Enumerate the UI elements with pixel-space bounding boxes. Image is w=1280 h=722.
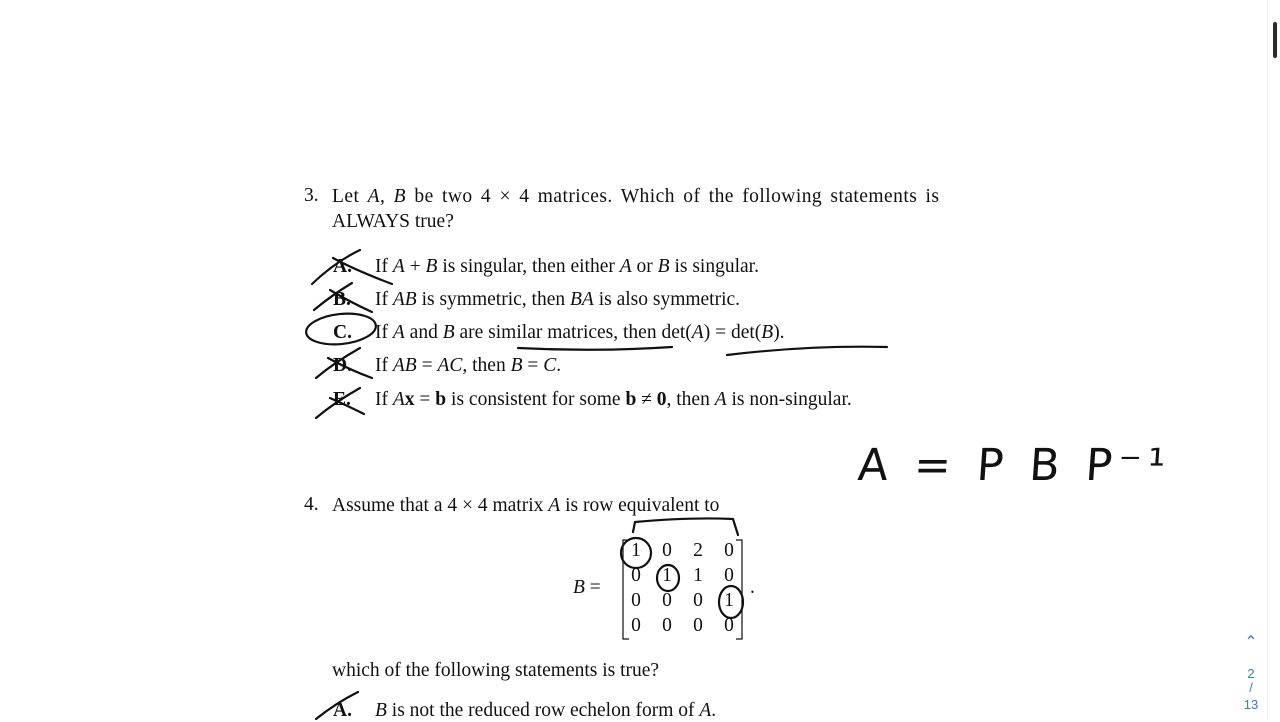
matrix-cell: 2 <box>693 540 703 561</box>
q3-text-line2: ALWAYS true? <box>332 211 454 232</box>
q3-text-line1: Let A, B be two 4 × 4 matrices. Which of the following statements is <box>332 186 940 207</box>
q3-option-d-label: D. <box>333 355 352 376</box>
matrix-b <box>620 538 745 642</box>
q4-followup-text: which of the following statements is true? <box>332 660 660 681</box>
matrix-cell: 1 <box>631 540 641 561</box>
matrix-cell: 0 <box>693 615 703 636</box>
q3-option-e-text: If Ax = b is consistent for some b ≠ 0, then A is non-singular. <box>375 389 852 410</box>
matrix-cell: 0 <box>662 540 672 561</box>
matrix-cell: 0 <box>631 565 641 586</box>
q3-option-e-label: E. <box>333 389 351 410</box>
q3-option-d-text: If AB = AC, then B = C. <box>375 355 562 376</box>
matrix-cell: 0 <box>662 615 672 636</box>
matrix-cell: 0 <box>724 540 734 561</box>
matrix-cell: 0 <box>724 615 734 636</box>
q3-number: 3. <box>304 185 319 206</box>
q3-option-b-label: B. <box>333 289 351 310</box>
q4-option-a-label: A. <box>333 700 352 721</box>
handwritten-formula: A = P B P⁻¹ <box>856 440 1173 491</box>
scroll-thumb[interactable] <box>1273 22 1277 58</box>
matrix-cell: 1 <box>724 590 734 611</box>
matrix-cell: 0 <box>724 565 734 586</box>
underline-mark <box>518 347 672 350</box>
current-page-number: 2 <box>1247 666 1255 681</box>
q3-option-c-label: C. <box>333 322 352 343</box>
page-separator: / <box>1249 680 1253 695</box>
q3-option-a-label: A. <box>333 256 352 277</box>
q3-option-c-text: If A and B are similar matrices, then det(A) = det(B). <box>375 322 785 343</box>
q4-option-a-text: B is not the reduced row echelon form of A. <box>375 700 717 721</box>
q3-option-b-text: If AB is symmetric, then BA is also symmetric. <box>375 289 741 310</box>
vertical-scrollbar[interactable] <box>1267 0 1280 720</box>
underline-mark <box>727 347 887 355</box>
matrix-cell: 0 <box>631 590 641 611</box>
q4-text-line1: Assume that a 4 × 4 matrix A is row equivalent to <box>332 495 720 516</box>
matrix-period: . <box>750 577 755 598</box>
total-pages: 13 <box>1243 697 1259 712</box>
q4-number: 4. <box>304 494 319 515</box>
bracket-mark <box>633 518 738 535</box>
matrix-cell: 0 <box>693 590 703 611</box>
matrix-cell: 1 <box>693 565 703 586</box>
matrix-cell: 0 <box>662 590 672 611</box>
page-up-chevron-icon[interactable]: ⌃ <box>1244 634 1258 651</box>
matrix-cell: 1 <box>662 565 672 586</box>
matrix-cell: 0 <box>631 615 641 636</box>
q3-option-a-text: If A + B is singular, then either A or B is singular. <box>375 256 759 277</box>
matrix-label: B = <box>573 577 601 598</box>
